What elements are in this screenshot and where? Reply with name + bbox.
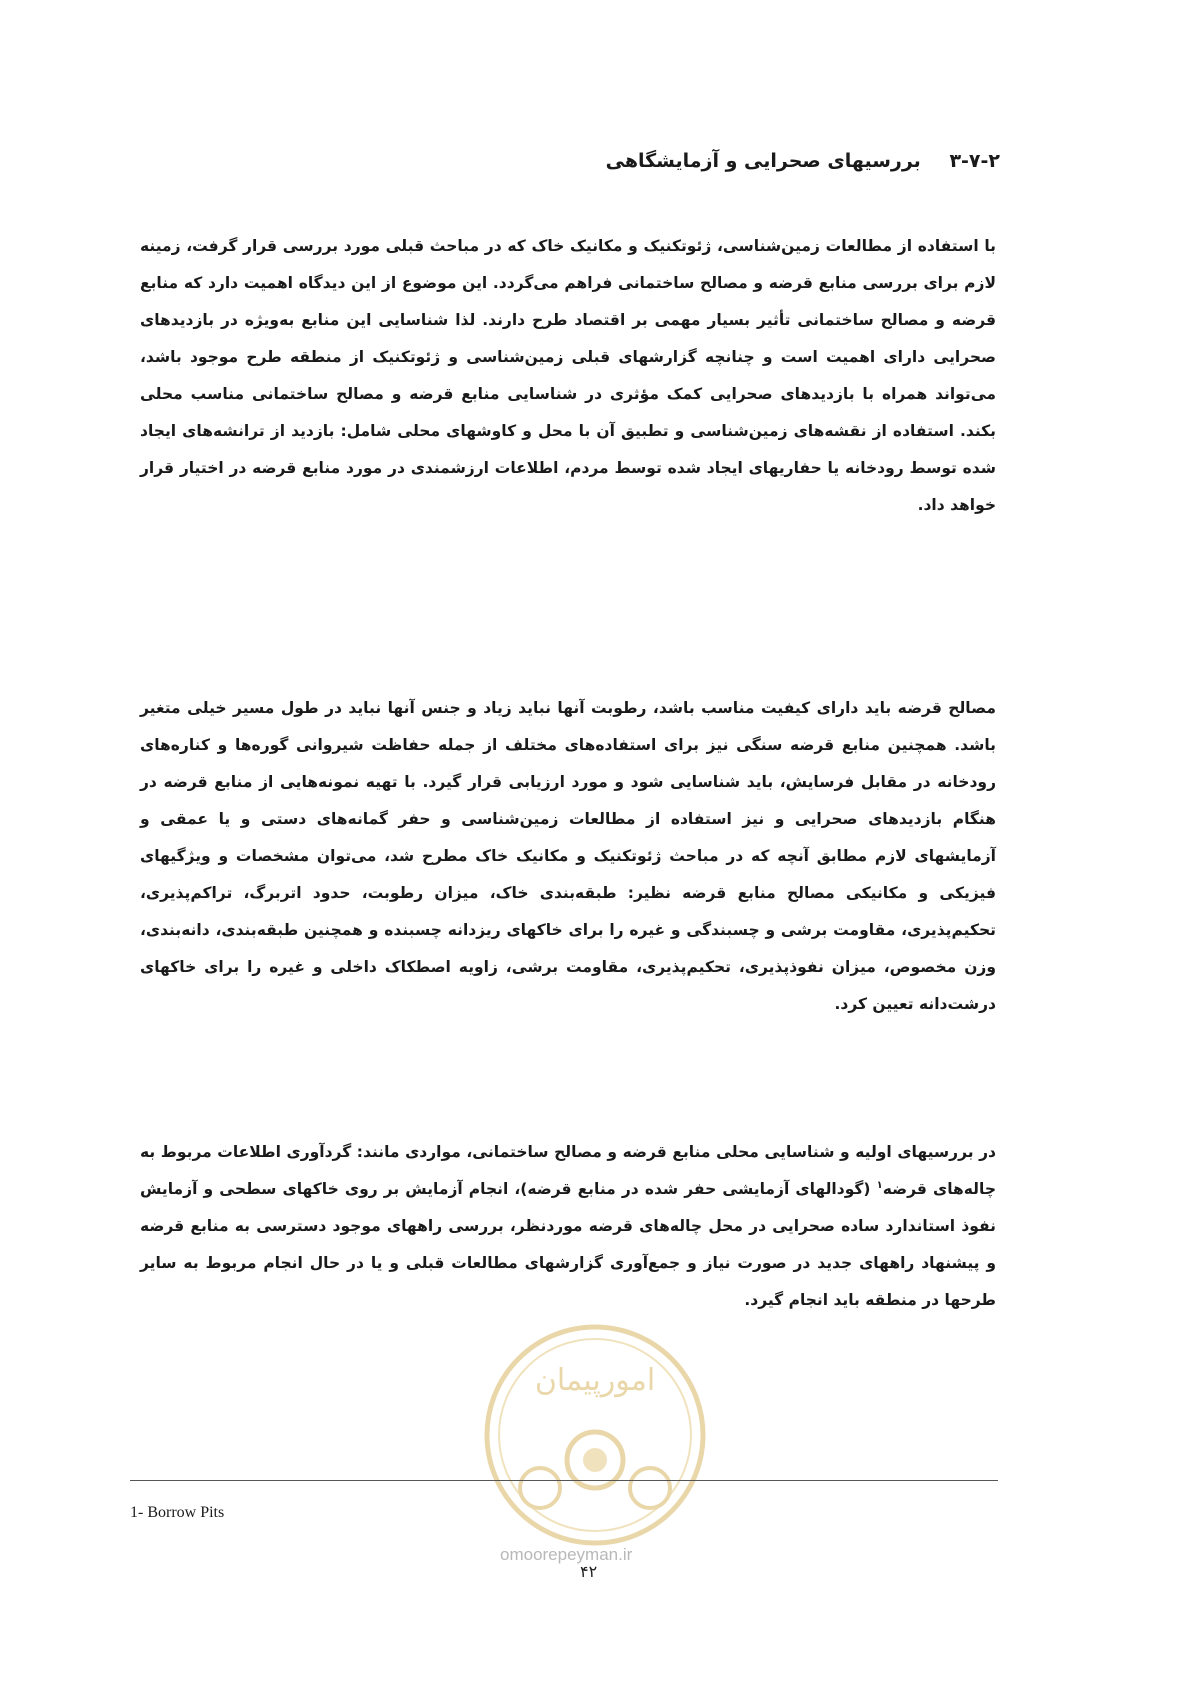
section-number: ۳-۷-۲ [949, 150, 1000, 172]
footnote-marker: ۱ [876, 1179, 883, 1191]
paragraph-3-text-b: (گودالهای آزمایشی حفر شده در منابع قرضه)، انجام آزمایش بر روی خاکهای سطحی و آزمایش نفوذ استاندارد ساده صحرایی در محل چاله‌های قرضه موردنظر، بررسی راههای موجود دسترسی به منابع قرضه و پیشنهاد راههای جدید در صورت نیاز و جمع‌آوری گزارشهای مطالعات قبلی و یا در حال انجام مربوط به سایر طرحها در منطقه باید انجام گیرد. [140, 1180, 996, 1309]
footnote: 1- Borrow Pits [130, 1504, 225, 1521]
section-heading [606, 150, 1000, 172]
page-number: ۴۲ [580, 1562, 598, 1581]
footnote-separator [130, 1480, 998, 1481]
paragraph-3 [140, 1134, 996, 1319]
paragraph-2: مصالح قرضه باید دارای کیفیت مناسب باشد، رطوبت آنها نباید زیاد و جنس آنها نباید در طول مسیر خیلی متغیر باشد. همچنین منابع قرضه سنگی نیز برای استفاده‌های مختلف از جمله حفاظت شیروانی گوره‌ها و کناره‌های رودخانه در مقابل فرسایش، باید شناسایی شود و مورد ارزیابی قرار گیرد. با تهیه نمونه‌هایی از منابع قرضه در هنگام بازدیدهای صحرایی و نیز استفاده از مطالعات زمین‌شناسی و حفر گمانه‌های دستی و یا عمقی و آزمایشهای لازم مطابق آنچه که در مباحث ژئوتکنیک و مکانیک خاک مطرح شد، می‌توان مشخصات و ویژگیهای فیزیکی و مکانیکی مصالح منابع قرضه نظیر: طبقه‌بندی خاک، میزان رطوبت، حدود اتربرگ، تراکم‌پذیری، تحکیم‌پذیری، مقاومت برشی و چسبندگی و غیره را برای خاکهای ریزدانه چسبنده و همچنین طبقه‌بندی، دانه‌بندی، وزن مخصوص، میزان نفوذپذیری، تحکیم‌پذیری، مقاومت برشی، زاویه اصطکاک داخلی و غیره را برای خاکهای درشت‌دانه تعیین کرد. [140, 699, 996, 1013]
paragraph-3-text-a: در بررسیهای اولیه و شناسایی محلی منابع قرضه و مصالح ساختمانی، مواردی مانند: گردآوری اطلاعات مربوط به چاله‌های قرضه [140, 1143, 996, 1198]
section-title: بررسیهای صحرایی و آزمایشگاهی [605, 150, 921, 172]
watermark-logo-icon [480, 1320, 710, 1550]
paragraph-1: با استفاده از مطالعات زمین‌شناسی، ژئوتکنیک و مکانیک خاک که در مباحث قبلی مورد بررسی قرار گرفت، زمینه لازم برای بررسی منابع قرضه و مصالح ساختمانی فراهم می‌گردد. این موضوع از این دیدگاه اهمیت دارد که منابع قرضه و مصالح ساختمانی تأثیر بسیار مهمی بر اقتصاد طرح دارند. لذا شناسایی این منابع به‌ویژه در بازدیدهای صحرایی دارای اهمیت است و چنانچه گزارشهای قبلی زمین‌شناسی و ژئوتکنیک از منطقه طرح موجود باشد، می‌تواند همراه با بازدیدهای صحرایی کمک مؤثری در شناسایی منابع قرضه و مصالح ساختمانی مناسب محلی بکند. استفاده از نقشه‌های زمین‌شناسی و تطبیق آن با محل و کاوشهای محلی شامل: بازدید از ترانشه‌های ایجاد شده توسط رودخانه یا حفاریهای ایجاد شده توسط مردم، اطلاعات ارزشمندی در مورد منابع قرضه در اختیار قرار خواهد داد. [140, 237, 996, 514]
watermark-url: omoorepeyman.ir [500, 1545, 633, 1564]
watermark-logo-text: امورپیمان [534, 1363, 656, 1398]
